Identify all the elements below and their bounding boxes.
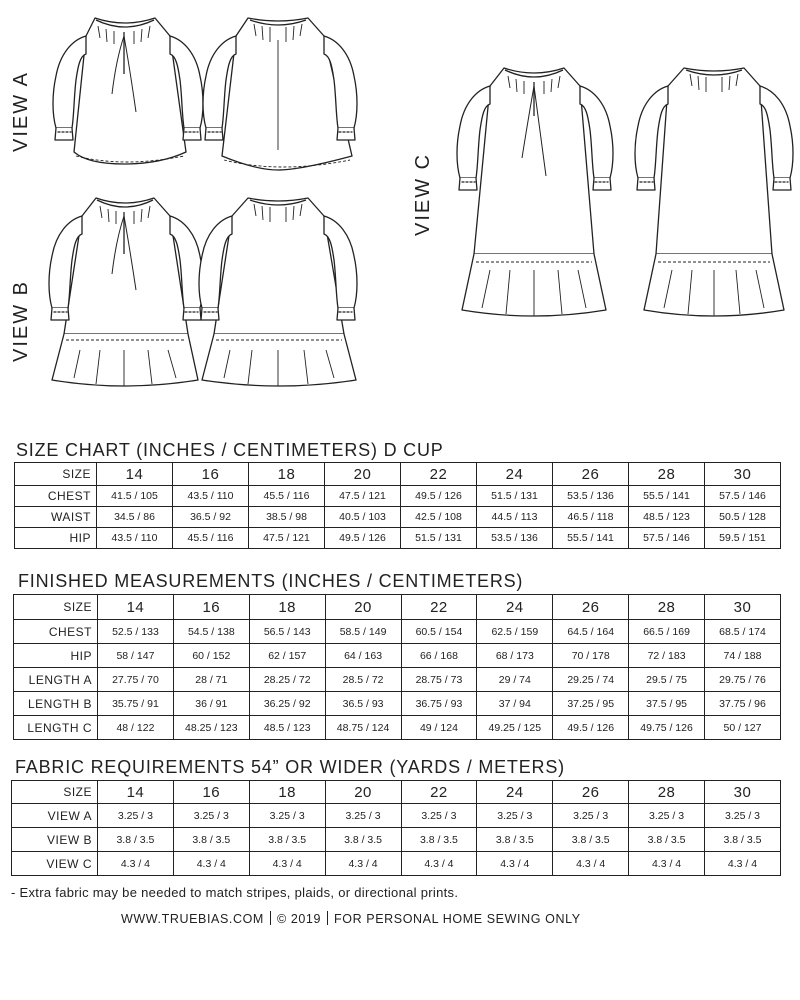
size-chart-size: 24 bbox=[477, 463, 553, 486]
table-cell: 60.5 / 154 bbox=[401, 620, 477, 644]
view-c-back-drawing bbox=[635, 68, 793, 316]
table-cell: 53.5 / 136 bbox=[477, 528, 553, 549]
table-cell: 3.25 / 3 bbox=[249, 804, 325, 828]
table-cell: 45.5 / 116 bbox=[173, 528, 249, 549]
table-cell: 36.5 / 93 bbox=[325, 692, 401, 716]
finished-measurements-table bbox=[13, 594, 781, 740]
table-cell: 34.5 / 86 bbox=[97, 507, 173, 528]
fabric-size: 20 bbox=[325, 781, 401, 804]
table-cell: 66 / 168 bbox=[401, 644, 477, 668]
table-cell: 62.5 / 159 bbox=[477, 620, 553, 644]
table-cell: 58 / 147 bbox=[98, 644, 174, 668]
table-cell: 50.5 / 128 bbox=[705, 507, 781, 528]
table-cell: 57.5 / 146 bbox=[629, 528, 705, 549]
table-cell: 3.8 / 3.5 bbox=[553, 828, 629, 852]
table-cell: 37.25 / 95 bbox=[553, 692, 629, 716]
table-cell: 52.5 / 133 bbox=[98, 620, 174, 644]
table-cell: 57.5 / 146 bbox=[705, 486, 781, 507]
table-cell: 4.3 / 4 bbox=[629, 852, 705, 876]
view-a-back-drawing bbox=[203, 18, 357, 170]
table-cell: 4.3 / 4 bbox=[477, 852, 553, 876]
table-cell: 72 / 183 bbox=[629, 644, 705, 668]
table-cell: 3.25 / 3 bbox=[325, 804, 401, 828]
table-cell: 40.5 / 103 bbox=[325, 507, 401, 528]
size-chart-size: 26 bbox=[553, 463, 629, 486]
finished-header-row bbox=[14, 595, 781, 620]
table-cell: 4.3 / 4 bbox=[98, 852, 174, 876]
table-cell: 60 / 152 bbox=[173, 644, 249, 668]
table-cell: 28.5 / 72 bbox=[325, 668, 401, 692]
footer-copyright: © 2019 bbox=[276, 912, 322, 926]
table-cell: 45.5 / 116 bbox=[249, 486, 325, 507]
finished-size: 18 bbox=[249, 595, 325, 620]
size-chart-row-chest bbox=[15, 486, 781, 507]
size-chart-header-row bbox=[15, 463, 781, 486]
table-cell: 68 / 173 bbox=[477, 644, 553, 668]
finished-row-hip bbox=[14, 644, 781, 668]
table-cell: 56.5 / 143 bbox=[249, 620, 325, 644]
fabric-size: 24 bbox=[477, 781, 553, 804]
table-cell: 70 / 178 bbox=[553, 644, 629, 668]
table-cell: 4.3 / 4 bbox=[325, 852, 401, 876]
table-cell: 3.25 / 3 bbox=[629, 804, 705, 828]
table-cell: 51.5 / 131 bbox=[477, 486, 553, 507]
fabric-requirements-table bbox=[11, 780, 781, 876]
size-chart-row-hip bbox=[15, 528, 781, 549]
row-label: CHEST bbox=[14, 620, 98, 644]
size-chart-size: 20 bbox=[325, 463, 401, 486]
table-cell: 36.75 / 93 bbox=[401, 692, 477, 716]
table-cell: 50 / 127 bbox=[705, 716, 781, 740]
table-cell: 4.3 / 4 bbox=[705, 852, 781, 876]
footer-usage: FOR PERSONAL HOME SEWING ONLY bbox=[334, 912, 581, 926]
table-cell: 42.5 / 108 bbox=[401, 507, 477, 528]
table-cell: 36.5 / 92 bbox=[173, 507, 249, 528]
fabric-row-view-b bbox=[12, 828, 781, 852]
fabric-row-view-c bbox=[12, 852, 781, 876]
size-chart-size: 28 bbox=[629, 463, 705, 486]
table-cell: 3.8 / 3.5 bbox=[173, 828, 249, 852]
table-cell: 28.25 / 72 bbox=[249, 668, 325, 692]
finished-size: 14 bbox=[98, 595, 174, 620]
table-cell: 64.5 / 164 bbox=[553, 620, 629, 644]
row-label: VIEW B bbox=[12, 828, 98, 852]
table-cell: 49.75 / 126 bbox=[629, 716, 705, 740]
row-label: VIEW A bbox=[12, 804, 98, 828]
table-cell: 3.8 / 3.5 bbox=[477, 828, 553, 852]
table-cell: 37.5 / 95 bbox=[629, 692, 705, 716]
size-chart-size: 16 bbox=[173, 463, 249, 486]
table-cell: 36.25 / 92 bbox=[249, 692, 325, 716]
table-cell: 4.3 / 4 bbox=[173, 852, 249, 876]
row-label: VIEW C bbox=[12, 852, 98, 876]
table-cell: 3.8 / 3.5 bbox=[705, 828, 781, 852]
row-label: LENGTH C bbox=[14, 716, 98, 740]
table-cell: 36 / 91 bbox=[173, 692, 249, 716]
view-a-front-drawing bbox=[53, 18, 203, 164]
table-cell: 28.75 / 73 bbox=[401, 668, 477, 692]
table-cell: 55.5 / 141 bbox=[629, 486, 705, 507]
table-cell: 47.5 / 121 bbox=[249, 528, 325, 549]
fabric-size: 22 bbox=[401, 781, 477, 804]
table-cell: 3.25 / 3 bbox=[98, 804, 174, 828]
table-cell: 3.25 / 3 bbox=[401, 804, 477, 828]
table-cell: 46.5 / 118 bbox=[553, 507, 629, 528]
table-cell: 28 / 71 bbox=[173, 668, 249, 692]
table-cell: 48.75 / 124 bbox=[325, 716, 401, 740]
table-cell: 48.5 / 123 bbox=[249, 716, 325, 740]
table-cell: 3.25 / 3 bbox=[477, 804, 553, 828]
table-cell: 48 / 122 bbox=[98, 716, 174, 740]
view-b-label: VIEW B bbox=[10, 279, 32, 362]
finished-row-chest bbox=[14, 620, 781, 644]
table-cell: 3.8 / 3.5 bbox=[98, 828, 174, 852]
finished-size: 20 bbox=[325, 595, 401, 620]
footer-divider bbox=[327, 911, 328, 925]
table-cell: 3.8 / 3.5 bbox=[325, 828, 401, 852]
fabric-size: 18 bbox=[249, 781, 325, 804]
view-a-label: VIEW A bbox=[10, 71, 32, 152]
table-cell: 51.5 / 131 bbox=[401, 528, 477, 549]
size-chart-size-label: SIZE bbox=[15, 463, 97, 486]
size-chart-title: SIZE CHART (INCHES / CENTIMETERS) D CUP bbox=[16, 440, 444, 460]
table-cell: 47.5 / 121 bbox=[325, 486, 401, 507]
table-cell: 49 / 124 bbox=[401, 716, 477, 740]
table-cell: 38.5 / 98 bbox=[249, 507, 325, 528]
finished-size: 16 bbox=[173, 595, 249, 620]
table-cell: 66.5 / 169 bbox=[629, 620, 705, 644]
table-cell: 53.5 / 136 bbox=[553, 486, 629, 507]
table-cell: 4.3 / 4 bbox=[553, 852, 629, 876]
finished-measurements-title: FINISHED MEASUREMENTS (INCHES / CENTIMETERS) bbox=[18, 571, 524, 591]
table-cell: 41.5 / 105 bbox=[97, 486, 173, 507]
view-c-front-drawing bbox=[457, 68, 613, 316]
row-label: CHEST bbox=[15, 486, 97, 507]
row-label: LENGTH A bbox=[14, 668, 98, 692]
finished-row-length-c bbox=[14, 716, 781, 740]
size-chart-size: 14 bbox=[97, 463, 173, 486]
table-cell: 49.25 / 125 bbox=[477, 716, 553, 740]
view-b-back-drawing bbox=[199, 198, 357, 386]
table-cell: 37 / 94 bbox=[477, 692, 553, 716]
view-b-front-drawing bbox=[49, 198, 203, 386]
garment-illustrations bbox=[0, 0, 800, 400]
row-label: HIP bbox=[15, 528, 97, 549]
table-cell: 55.5 / 141 bbox=[553, 528, 629, 549]
table-cell: 49.5 / 126 bbox=[553, 716, 629, 740]
table-cell: 59.5 / 151 bbox=[705, 528, 781, 549]
fabric-size: 14 bbox=[98, 781, 174, 804]
table-cell: 48.25 / 123 bbox=[173, 716, 249, 740]
size-chart-size: 22 bbox=[401, 463, 477, 486]
table-cell: 58.5 / 149 bbox=[325, 620, 401, 644]
table-cell: 3.8 / 3.5 bbox=[249, 828, 325, 852]
size-chart-row-waist bbox=[15, 507, 781, 528]
table-cell: 29.75 / 76 bbox=[705, 668, 781, 692]
table-cell: 49.5 / 126 bbox=[325, 528, 401, 549]
finished-size-label: SIZE bbox=[14, 595, 98, 620]
fabric-size: 26 bbox=[553, 781, 629, 804]
table-cell: 49.5 / 126 bbox=[401, 486, 477, 507]
table-cell: 68.5 / 174 bbox=[705, 620, 781, 644]
finished-size: 28 bbox=[629, 595, 705, 620]
footer-divider bbox=[270, 911, 271, 925]
table-cell: 3.8 / 3.5 bbox=[629, 828, 705, 852]
table-cell: 3.25 / 3 bbox=[705, 804, 781, 828]
fabric-requirements-title: FABRIC REQUIREMENTS 54” OR WIDER (YARDS / METERS) bbox=[15, 757, 565, 777]
footer-website: WWW.TRUEBIAS.COM bbox=[121, 912, 264, 926]
finished-size: 24 bbox=[477, 595, 553, 620]
footer bbox=[121, 911, 581, 926]
table-cell: 62 / 157 bbox=[249, 644, 325, 668]
finished-size: 22 bbox=[401, 595, 477, 620]
table-cell: 74 / 188 bbox=[705, 644, 781, 668]
table-cell: 44.5 / 113 bbox=[477, 507, 553, 528]
fabric-size: 28 bbox=[629, 781, 705, 804]
table-cell: 29.5 / 75 bbox=[629, 668, 705, 692]
table-cell: 4.3 / 4 bbox=[401, 852, 477, 876]
table-cell: 4.3 / 4 bbox=[249, 852, 325, 876]
table-cell: 54.5 / 138 bbox=[173, 620, 249, 644]
table-cell: 48.5 / 123 bbox=[629, 507, 705, 528]
table-cell: 43.5 / 110 bbox=[173, 486, 249, 507]
table-cell: 35.75 / 91 bbox=[98, 692, 174, 716]
view-c-label: VIEW C bbox=[412, 152, 434, 236]
row-label: HIP bbox=[14, 644, 98, 668]
table-cell: 43.5 / 110 bbox=[97, 528, 173, 549]
fabric-size: 30 bbox=[705, 781, 781, 804]
fabric-size-label: SIZE bbox=[12, 781, 98, 804]
fabric-size: 16 bbox=[173, 781, 249, 804]
table-cell: 3.8 / 3.5 bbox=[401, 828, 477, 852]
size-chart-size: 30 bbox=[705, 463, 781, 486]
fabric-row-view-a bbox=[12, 804, 781, 828]
table-cell: 29.25 / 74 bbox=[553, 668, 629, 692]
table-cell: 29 / 74 bbox=[477, 668, 553, 692]
size-chart-table bbox=[14, 462, 781, 549]
finished-size: 26 bbox=[553, 595, 629, 620]
fabric-note: - Extra fabric may be needed to match stripes, plaids, or directional prints. bbox=[11, 885, 459, 900]
table-cell: 64 / 163 bbox=[325, 644, 401, 668]
finished-row-length-b bbox=[14, 692, 781, 716]
table-cell: 3.25 / 3 bbox=[173, 804, 249, 828]
fabric-header-row bbox=[12, 781, 781, 804]
table-cell: 37.75 / 96 bbox=[705, 692, 781, 716]
table-cell: 27.75 / 70 bbox=[98, 668, 174, 692]
row-label: WAIST bbox=[15, 507, 97, 528]
size-chart-size: 18 bbox=[249, 463, 325, 486]
table-cell: 3.25 / 3 bbox=[553, 804, 629, 828]
finished-size: 30 bbox=[705, 595, 781, 620]
finished-row-length-a bbox=[14, 668, 781, 692]
row-label: LENGTH B bbox=[14, 692, 98, 716]
